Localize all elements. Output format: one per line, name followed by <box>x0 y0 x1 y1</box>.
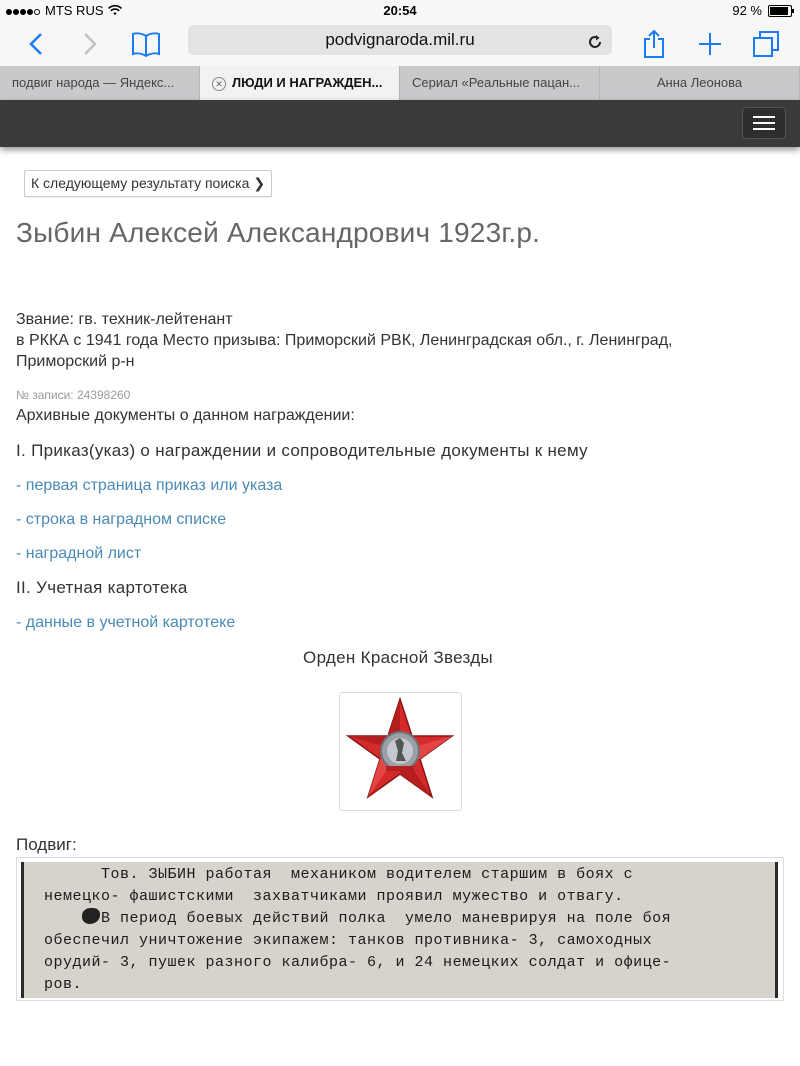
tabs-overview-button[interactable] <box>748 26 784 62</box>
feat-line: Тов. ЗЫБИН работая механиком водителем старшим в боях с <box>44 866 634 883</box>
tab-anna[interactable] <box>600 66 800 100</box>
share-icon <box>642 29 666 59</box>
feat-line: ров. <box>44 976 83 993</box>
person-info <box>16 309 786 372</box>
share-button[interactable] <box>636 26 672 62</box>
next-result-label: К следующему результату поиска <box>31 175 250 191</box>
new-tab-button[interactable] <box>692 26 728 62</box>
address-bar[interactable] <box>188 25 612 55</box>
bookmarks-button[interactable] <box>128 26 164 62</box>
book-icon <box>131 31 161 57</box>
tab-yandex[interactable] <box>0 66 200 100</box>
district-line: Приморский р-н <box>16 353 135 370</box>
forward-button[interactable] <box>72 26 108 62</box>
link-order-first-page[interactable]: - первая страница приказ или указа <box>16 477 283 494</box>
link-award-sheet[interactable]: - наградной лист <box>16 545 142 562</box>
chevron-right-icon: ❯ <box>253 175 266 191</box>
archive-heading: Архивные документы о данном награждении: <box>16 407 355 424</box>
conscription-line: в РККА с 1941 года Место призыва: Приморский РВК, Ленинградская обл., г. Ленинград, <box>16 332 673 349</box>
hamburger-icon <box>753 116 775 118</box>
feat-line: обеспечил уничтожение экипажем: танков противника- 3, самоходных <box>44 932 653 949</box>
red-star-medal-icon <box>340 693 461 810</box>
link-card-index-data[interactable]: - данные в учетной картотеке <box>16 614 236 631</box>
tab-active[interactable] <box>200 66 400 100</box>
clock: 20:54 <box>383 3 417 18</box>
hamburger-icon-bar <box>753 122 775 124</box>
next-result-button[interactable] <box>24 170 272 197</box>
tab-serial[interactable] <box>400 66 600 100</box>
feat-label: Подвиг: <box>16 835 77 854</box>
tab-bar <box>0 66 800 100</box>
tab-label: Анна Леонова <box>656 75 743 90</box>
page-title: Зыбин Алексей Александрович 1923г.р. <box>16 217 541 248</box>
section-order: I. Приказ(указ) о награждении и сопроводительные документы к нему <box>16 441 588 460</box>
reload-button[interactable] <box>586 31 604 61</box>
feat-scan <box>21 862 778 998</box>
menu-button[interactable] <box>742 107 786 139</box>
reload-icon <box>586 33 604 51</box>
chevron-right-icon <box>83 32 97 56</box>
battery-percent: 92 % <box>732 3 762 18</box>
status-bar <box>0 0 800 22</box>
section-card-index: II. Учетная картотека <box>16 578 188 597</box>
battery-icon <box>768 5 792 17</box>
award-image[interactable] <box>339 692 462 811</box>
feat-line: В период боевых действий полка умело маневрируя на поле боя <box>44 910 672 927</box>
carrier-name: MTS RUS <box>45 3 104 18</box>
url-text: podvignaroda.mil.ru <box>325 30 475 49</box>
tab-label: ЛЮДИ И НАГРАЖДЕН... <box>232 75 383 90</box>
browser-toolbar <box>0 22 800 66</box>
rank-line: Звание: гв. техник-лейтенант <box>16 311 233 328</box>
record-number: № записи: 24398260 <box>16 388 131 402</box>
tabs-icon <box>752 30 780 58</box>
plus-icon <box>698 32 722 56</box>
link-award-list-row[interactable]: - строка в наградном списке <box>16 511 227 528</box>
site-header <box>0 100 800 147</box>
chevron-left-icon <box>29 32 43 56</box>
award-name: Орден Красной Звезды <box>303 648 493 667</box>
feat-document[interactable] <box>16 857 784 1001</box>
tab-label: Сериал «Реальные пацан... <box>412 75 581 90</box>
feat-line: орудий- 3, пушек разного калибра- 6, и 24 немецких солдат и офице- <box>44 954 672 971</box>
back-button[interactable] <box>18 26 54 62</box>
tab-label: подвиг народа — Яндекс... <box>12 75 175 90</box>
hamburger-icon-bar <box>753 128 775 130</box>
feat-line: немецко- фашистскими захватчиками проявил мужество и отвагу. <box>44 888 624 905</box>
close-icon[interactable]: ✕ <box>212 77 226 91</box>
